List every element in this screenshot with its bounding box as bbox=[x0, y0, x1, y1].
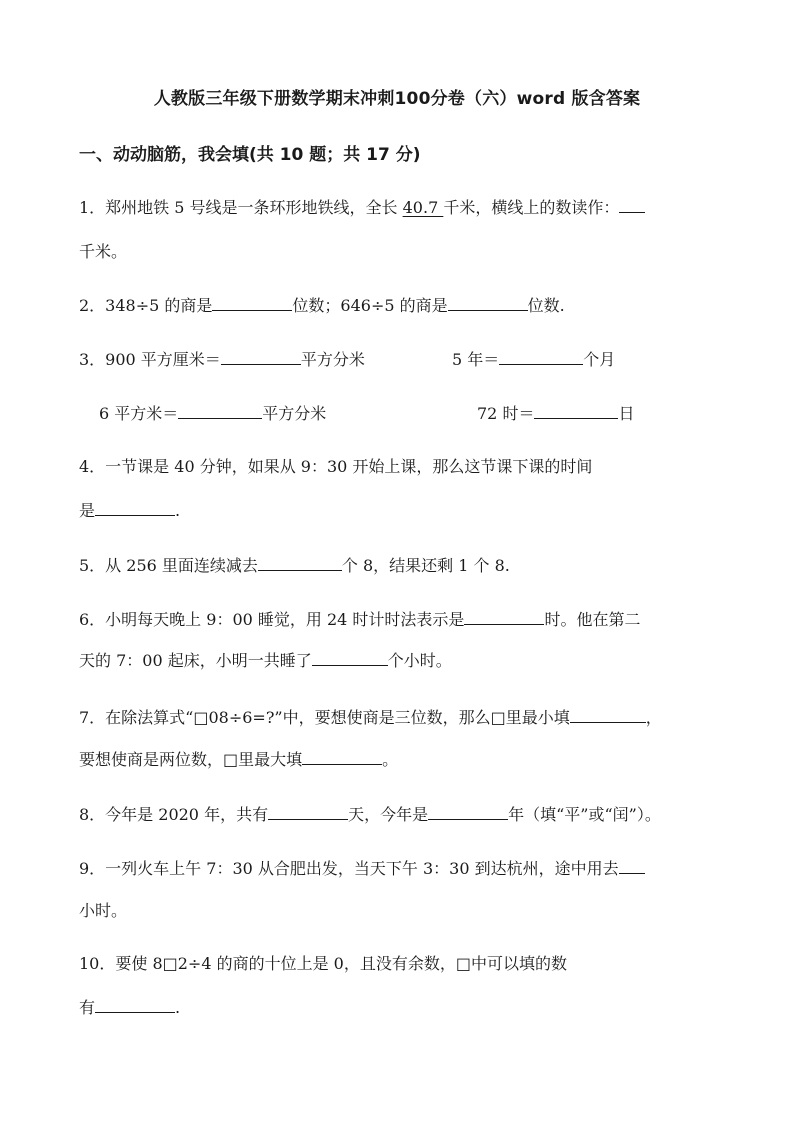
q1-text-a: 1．郑州地铁 5 号线是一条环形地铁线，全长 bbox=[79, 198, 403, 217]
question-9-line-1 bbox=[79, 856, 645, 881]
q2-text-b: 位数；646÷5 的商是 bbox=[292, 296, 448, 315]
question-2 bbox=[79, 293, 565, 318]
question-8 bbox=[79, 802, 661, 827]
q6-text-d: 个小时。 bbox=[387, 651, 452, 670]
q3-answer-blank-3[interactable] bbox=[178, 401, 262, 419]
q8-answer-blank-1[interactable] bbox=[268, 802, 348, 820]
q4-text-c: . bbox=[175, 501, 181, 520]
question-10-line-2 bbox=[79, 995, 180, 1020]
question-3-line-2-right bbox=[477, 401, 634, 426]
q1-underlined-number: 40.7 bbox=[402, 198, 444, 217]
q6-text-c: 天的 7：00 起床，小明一共睡了 bbox=[79, 651, 312, 670]
q7-text-a: 7．在除法算式“□08÷6=?”中，要想使商是三位数，那么□里最小填 bbox=[79, 708, 570, 727]
q4-answer-blank[interactable] bbox=[95, 498, 175, 516]
q2-answer-blank-1[interactable] bbox=[212, 293, 292, 311]
q4-text-b: 是 bbox=[79, 501, 96, 520]
q10-answer-blank[interactable] bbox=[95, 995, 175, 1013]
q10-text-b: 有 bbox=[79, 998, 96, 1017]
q10-text-a: 10．要使 8□2÷4 的商的十位上是 0，且没有余数，□中可以填的数 bbox=[79, 954, 567, 973]
q7-answer-blank-1[interactable] bbox=[570, 705, 646, 723]
q9-answer-blank[interactable] bbox=[619, 856, 645, 874]
q1-text-c: 千米。 bbox=[79, 242, 128, 261]
q2-answer-blank-2[interactable] bbox=[448, 293, 528, 311]
q3-answer-blank-2[interactable] bbox=[499, 347, 583, 365]
q8-text-a: 8．今年是 2020 年，共有 bbox=[79, 805, 269, 824]
q3-text-d: 个月 bbox=[583, 350, 616, 369]
q3-text-h: 日 bbox=[618, 404, 635, 423]
q3-text-f: 平方分米 bbox=[262, 404, 327, 423]
q3-text-c: 5 年＝ bbox=[452, 350, 500, 369]
question-4-line-1 bbox=[79, 455, 592, 479]
q6-answer-blank-1[interactable] bbox=[464, 607, 544, 625]
q7-text-d: 。 bbox=[382, 750, 399, 769]
q5-answer-blank[interactable] bbox=[258, 553, 342, 571]
q9-text-a: 9．一列火车上午 7：30 从合肥出发，当天下午 3：30 到达杭州，途中用去 bbox=[79, 859, 619, 878]
q3-text-a: 3．900 平方厘米＝ bbox=[79, 350, 221, 369]
question-10-line-1 bbox=[79, 952, 567, 976]
question-5 bbox=[79, 553, 510, 578]
question-1-line-1 bbox=[79, 195, 645, 220]
question-3-line-1-right bbox=[452, 347, 615, 372]
q3-answer-blank-4[interactable] bbox=[534, 401, 618, 419]
question-7-line-2 bbox=[79, 747, 398, 772]
q1-text-b: 千米，横线上的数读作： bbox=[443, 198, 620, 217]
question-4-line-2 bbox=[79, 498, 180, 523]
q3-text-g: 72 时＝ bbox=[477, 404, 535, 423]
q8-text-c: 年（填“平”或“闰”）。 bbox=[508, 805, 661, 824]
question-3-line-2 bbox=[99, 401, 326, 426]
q8-answer-blank-2[interactable] bbox=[428, 802, 508, 820]
q1-answer-blank[interactable] bbox=[619, 195, 645, 213]
q5-text-a: 5．从 256 里面连续减去 bbox=[79, 556, 258, 575]
question-6-line-1 bbox=[79, 607, 640, 632]
question-6-line-2 bbox=[79, 648, 452, 673]
q6-text-b: 时。他在第二 bbox=[544, 610, 641, 629]
q5-text-b: 个 8，结果还剩 1 个 8. bbox=[341, 556, 510, 575]
q3-text-b: 平方分米 bbox=[300, 350, 365, 369]
section-heading: 一、动动脑筋，我会填(共 10 题；共 17 分) bbox=[79, 145, 421, 165]
q10-text-c: . bbox=[175, 998, 181, 1017]
q9-text-b: 小时。 bbox=[79, 901, 128, 920]
document-title: 人教版三年级下册数学期末冲刺100分卷（六）word 版含答案 bbox=[153, 89, 641, 109]
question-7-line-1 bbox=[79, 705, 662, 730]
q2-text-c: 位数. bbox=[527, 296, 565, 315]
q7-text-b: ， bbox=[645, 708, 662, 727]
q8-text-b: 天，今年是 bbox=[348, 805, 429, 824]
q3-answer-blank-1[interactable] bbox=[221, 347, 301, 365]
q2-text-a: 2．348÷5 的商是 bbox=[79, 296, 213, 315]
question-3-line-1 bbox=[79, 347, 365, 372]
question-9-line-2 bbox=[79, 899, 127, 923]
q7-text-c: 要想使商是两位数，□里最大填 bbox=[79, 750, 303, 769]
q4-text-a: 4．一节课是 40 分钟，如果从 9：30 开始上课，那么这节课下课的时间 bbox=[79, 457, 593, 476]
q6-answer-blank-2[interactable] bbox=[312, 648, 388, 666]
q3-text-e: 6 平方米＝ bbox=[99, 404, 179, 423]
question-1-line-2 bbox=[79, 240, 127, 264]
q7-answer-blank-2[interactable] bbox=[302, 747, 382, 765]
q6-text-a: 6．小明每天晚上 9：00 睡觉，用 24 时计时法表示是 bbox=[79, 610, 465, 629]
